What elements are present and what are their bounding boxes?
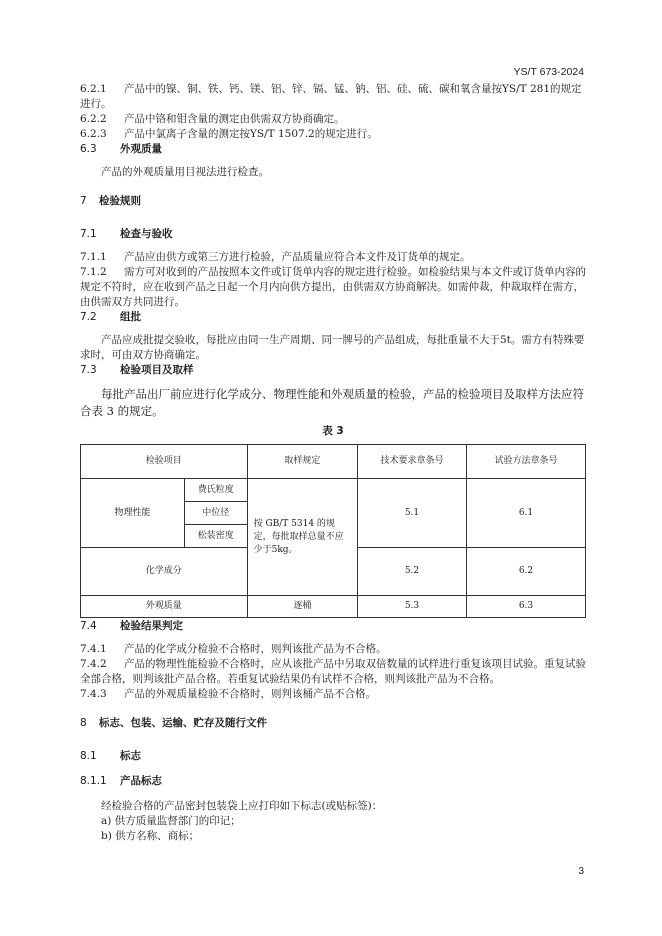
clause-7-4-1 — [80, 642, 586, 657]
clause-text: 产品的外观质量检验不合格时，则判该桶产品不合格。 — [124, 688, 376, 700]
heading-number: 7.4 — [80, 620, 97, 632]
heading-7-4 — [80, 619, 586, 634]
inspection-table — [80, 444, 586, 618]
heading-8-1-1 — [80, 774, 586, 789]
paragraph-7-2: 产品应成批提交验收，每批应由同一生产周期、同一牌号的产品组成，每批重量不大于5t。需方有特殊要求时，可由双方协商确定。 — [80, 334, 585, 361]
heading-number: 7.2 — [80, 311, 97, 323]
clause-text: 需方可对收到的产品按照本文件或订货单内容的规定进行检验。如检验结果与本文件或订货单内容的规定不符时，应在收到产品之日起一个月内向供方提出，由供需双方协商解决。如需仲裁，仲裁取样在需方，由供需双方共同进行。 — [80, 266, 586, 308]
table-row — [81, 479, 586, 502]
clause-6-2-3 — [80, 127, 586, 142]
paragraph-8-1-1: 经检验合格的产品密封包装袋上应打印如下标志(或贴标签)： — [101, 800, 383, 812]
cell-appearance-req: 5.3 — [358, 596, 467, 618]
header-requirement: 技术要求章条号 — [358, 445, 467, 479]
clause-7-4-2 — [80, 657, 586, 687]
paragraph-6-3: 产品的外观质量用目视法进行检查。 — [101, 166, 269, 178]
heading-8 — [80, 716, 586, 731]
clause-text: 产品应由供方或第三方进行检验，产品质量应符合本文件及订货单的规定。 — [124, 251, 471, 263]
heading-title: 产品标志 — [120, 775, 162, 787]
cell-bulk-density: 松装密度 — [184, 525, 247, 548]
heading-7-2 — [80, 310, 586, 325]
heading-number: 8 — [80, 717, 87, 729]
clause-7-4-3 — [80, 687, 586, 702]
heading-7 — [80, 194, 586, 209]
list-item: b) 供方名称、商标； — [101, 830, 200, 842]
clause-text: 产品中氯离子含量的测定按YS/T 1507.2的规定进行。 — [124, 128, 378, 140]
heading-title: 检查与验收 — [120, 228, 173, 240]
heading-number: 8.1.1 — [80, 775, 107, 787]
cell-median-diameter: 中位径 — [184, 502, 247, 525]
heading-number: 7.1 — [80, 228, 97, 240]
heading-8-1 — [80, 749, 586, 764]
header-inspection-item: 检验项目 — [81, 445, 248, 479]
clause-number: 7.4.1 — [80, 643, 107, 655]
cell-physical-req: 5.1 — [358, 479, 467, 548]
list-item: a) 供方质量监督部门的印记； — [101, 815, 241, 827]
clause-number: 7.1.1 — [80, 251, 107, 263]
clause-text: 产品的物理性能检验不合格时，应从该批产品中另取双倍数量的试样进行重复该项目试验。重复试验全部合格，则判该批产品合格。若重复试验结果仍有试样不合格，则判该批产品为不合格。 — [80, 658, 586, 685]
clause-7-1-2 — [80, 265, 586, 310]
clause-text: 产品的化学成分检验不合格时，则判该批产品为不合格。 — [124, 643, 387, 655]
cell-physical-properties: 物理性能 — [81, 479, 185, 548]
cell-chemical-method: 6.2 — [466, 548, 585, 596]
heading-7-3 — [80, 363, 586, 378]
heading-title: 检验规则 — [99, 195, 141, 207]
standard-id: YS/T 673-2024 — [513, 66, 584, 78]
heading-6-3 — [80, 142, 586, 157]
header-test-method: 试验方法章条号 — [466, 445, 585, 479]
clause-text: 产品中铬和钼含量的测定由供需双方协商确定。 — [124, 113, 345, 125]
clause-number: 6.2.2 — [80, 113, 107, 125]
clause-text: 产品中的镍、铜、铁、钙、镁、铝、锌、镉、锰、钠、铝、硅、硫、碳和氧含量按YS/T 281的规定进行。 — [80, 83, 582, 110]
table-caption: 表 3 — [322, 425, 344, 437]
clause-6-2-2 — [80, 112, 586, 127]
heading-7-1 — [80, 227, 586, 242]
clause-number: 7.4.3 — [80, 688, 107, 700]
paragraph-7-3: 每批产品出厂前应进行化学成分、物理性能和外观质量的检验，产品的检验项目及取样方法应符合表 3 的规定。 — [80, 387, 584, 418]
heading-title: 检验项目及取样 — [120, 364, 194, 376]
cell-sampling-rule: 按 GB/T 5314 的规定，每批取样总量不应少于5kg。 — [247, 479, 357, 596]
table-row — [81, 596, 586, 618]
clause-6-2-1 — [80, 82, 586, 112]
clause-number: 6.2.1 — [80, 83, 107, 95]
clause-number: 6.2.3 — [80, 128, 107, 140]
heading-number: 7.3 — [80, 364, 97, 376]
table-header-row — [81, 445, 586, 479]
heading-title: 标志 — [120, 750, 141, 762]
cell-chemical-composition: 化学成分 — [81, 548, 248, 596]
page-number: 3 — [578, 866, 584, 877]
clause-7-1-1 — [80, 250, 586, 265]
heading-title: 外观质量 — [120, 143, 162, 155]
cell-appearance-method: 6.3 — [466, 596, 585, 618]
cell-physical-method: 6.1 — [466, 479, 585, 548]
header-sampling: 取样规定 — [247, 445, 357, 479]
heading-number: 7 — [80, 195, 87, 207]
document-body — [80, 82, 586, 844]
heading-title: 组批 — [120, 311, 141, 323]
clause-number: 7.1.2 — [80, 266, 107, 278]
heading-title: 标志、包装、运输、贮存及随行文件 — [99, 717, 267, 729]
heading-number: 8.1 — [80, 750, 97, 762]
cell-fisher-size: 费氏粒度 — [184, 479, 247, 502]
clause-number: 7.4.2 — [80, 658, 107, 670]
heading-title: 检验结果判定 — [120, 620, 183, 632]
cell-appearance-sampling: 逐桶 — [247, 596, 357, 618]
heading-number: 6.3 — [80, 143, 97, 155]
cell-chemical-req: 5.2 — [358, 548, 467, 596]
cell-appearance: 外观质量 — [81, 596, 248, 618]
